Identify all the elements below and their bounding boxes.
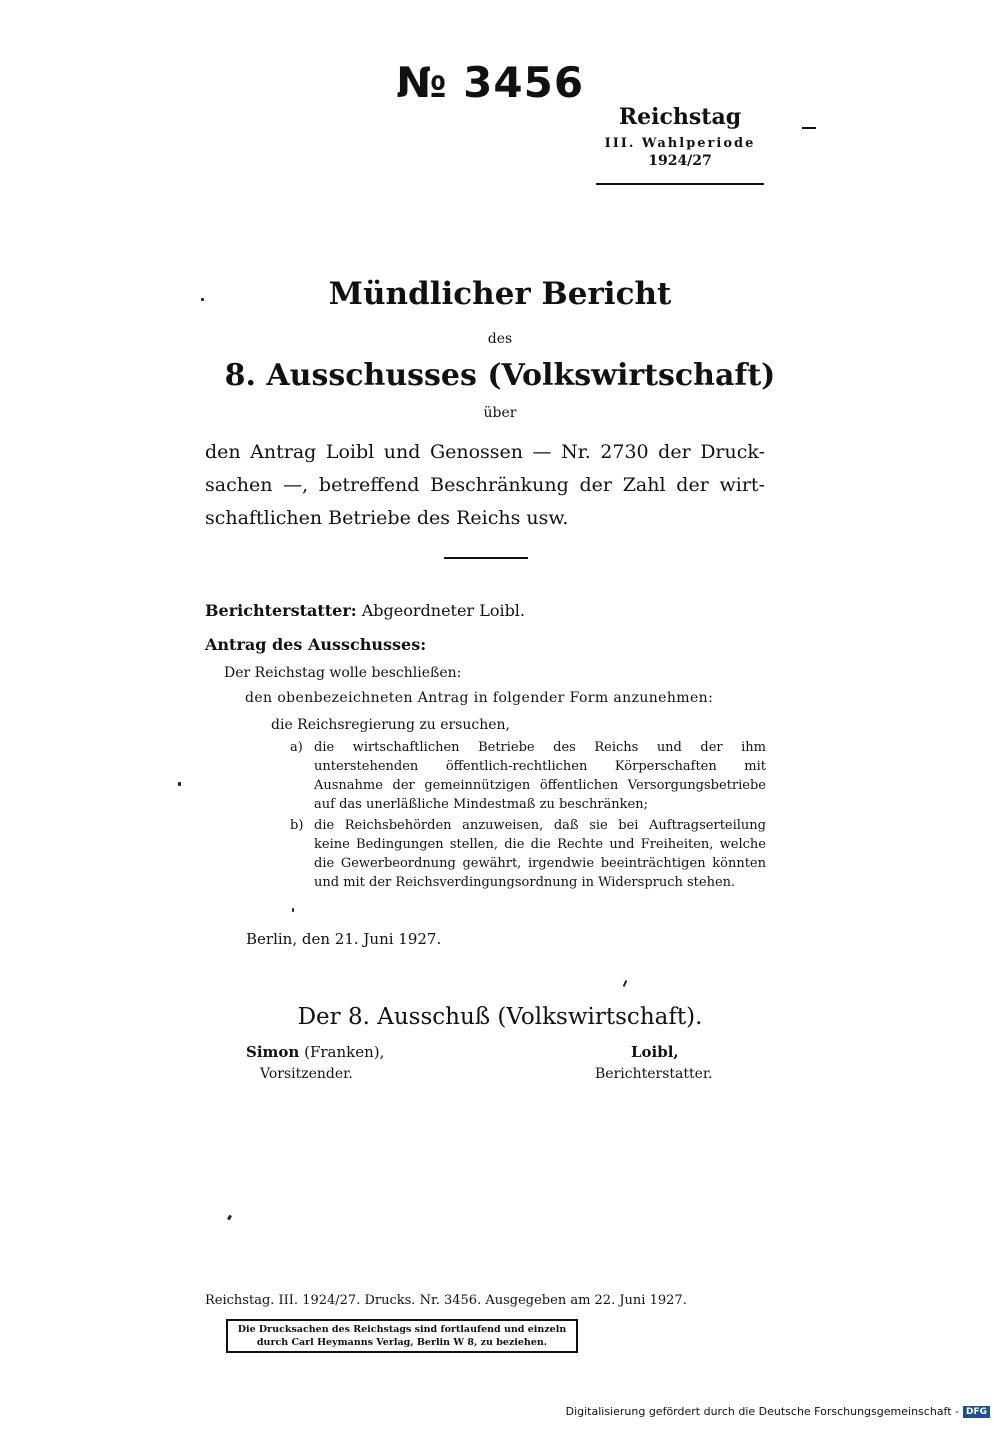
reporter-value: Abgeordneter Loibl.	[361, 601, 526, 620]
section-divider	[444, 557, 528, 559]
parliament-name: Reichstag	[618, 104, 742, 130]
title-connector-des: des	[487, 331, 513, 347]
acceptance-line: den obenbezeichneten Antrag in folgender Form anzunehmen:	[245, 690, 714, 706]
committee-name: 8. Ausschusses (Volkswirtschaft)	[224, 358, 776, 393]
dfg-logo: DFG	[963, 1406, 990, 1418]
publisher-notice	[226, 1319, 578, 1353]
place-date: Berlin, den 21. Juni 1927.	[246, 930, 442, 948]
reporter-role: Berichterstatter.	[595, 1066, 713, 1082]
subject-line: schaftlichen Betriebe des Reichs usw.	[205, 507, 569, 529]
committee-signoff: Der 8. Ausschuß (Volkswirtschaft).	[297, 1004, 703, 1030]
subject-line: sachen —, betreffend Beschränkung der Zahl der wirt-	[205, 474, 765, 496]
list-marker: a)	[290, 740, 303, 755]
title-connector-ueber: über	[483, 405, 517, 421]
chair-name: Simon	[246, 1043, 300, 1061]
chair-place: (Franken),	[304, 1043, 385, 1061]
list-item	[290, 738, 766, 814]
reporter-label: Berichterstatter:	[205, 601, 357, 620]
list-item-text: die wirtschaftlichen Betriebe des Reichs und der ihm unterstehenden öffentlich-rechtlichen Körperschaften mit Ausnahme der gemeinnützigen öffentlichen Versorgungsbetriebe auf das unerläßliche Mindestmaß zu beschränken;	[314, 740, 766, 812]
motion-heading: Antrag des Ausschusses:	[205, 635, 427, 654]
scan-speck	[292, 908, 294, 912]
period-years: 1924/27	[648, 153, 712, 169]
document-number: № 3456	[396, 58, 585, 107]
margin-dash	[802, 127, 816, 129]
scan-speck	[201, 298, 204, 301]
list-item	[290, 816, 766, 892]
electoral-period: III. Wahlperiode	[604, 136, 756, 151]
chair-role: Vorsitzender.	[260, 1066, 353, 1082]
report-subject	[205, 436, 765, 535]
scan-speck	[178, 782, 181, 786]
reporter-signature: Loibl,	[631, 1043, 679, 1061]
subject-line: den Antrag Loibl und Genossen — Nr. 2730 der Druck-	[205, 441, 765, 463]
parliament-block	[596, 104, 764, 169]
report-title: Mündlicher Bericht	[328, 276, 672, 312]
scan-speck	[227, 1215, 232, 1221]
scan-speck	[623, 980, 628, 987]
chair-signature	[246, 1043, 384, 1061]
request-line: die Reichsregierung zu ersuchen,	[271, 717, 510, 733]
credit-text: Digitalisierung gefördert durch die Deutsche Forschungsgemeinschaft -	[565, 1405, 959, 1418]
publisher-line: Die Drucksachen des Reichstags sind fortlaufend und einzeln	[237, 1324, 567, 1335]
list-marker: b)	[290, 818, 304, 833]
digitization-credit	[566, 1405, 990, 1418]
parliament-underline	[596, 183, 764, 185]
reporter-line	[205, 601, 525, 620]
print-footer: Reichstag. III. 1924/27. Drucks. Nr. 3456. Ausgegeben am 22. Juni 1927.	[205, 1293, 687, 1308]
list-item-text: die Reichsbehörden anzuweisen, daß sie bei Auftragserteilung keine Bedingungen stellen, die die Rechte und Freiheiten, welche die Gewerbeordnung gewährt, irgendwie beeinträchtigen könnten und mit der Reichsverdingungsordnung in Widerspruch stehen.	[314, 818, 766, 890]
resolution-line: Der Reichstag wolle beschließen:	[224, 665, 462, 681]
publisher-line: durch Carl Heymanns Verlag, Berlin W 8, zu beziehen.	[256, 1337, 548, 1348]
